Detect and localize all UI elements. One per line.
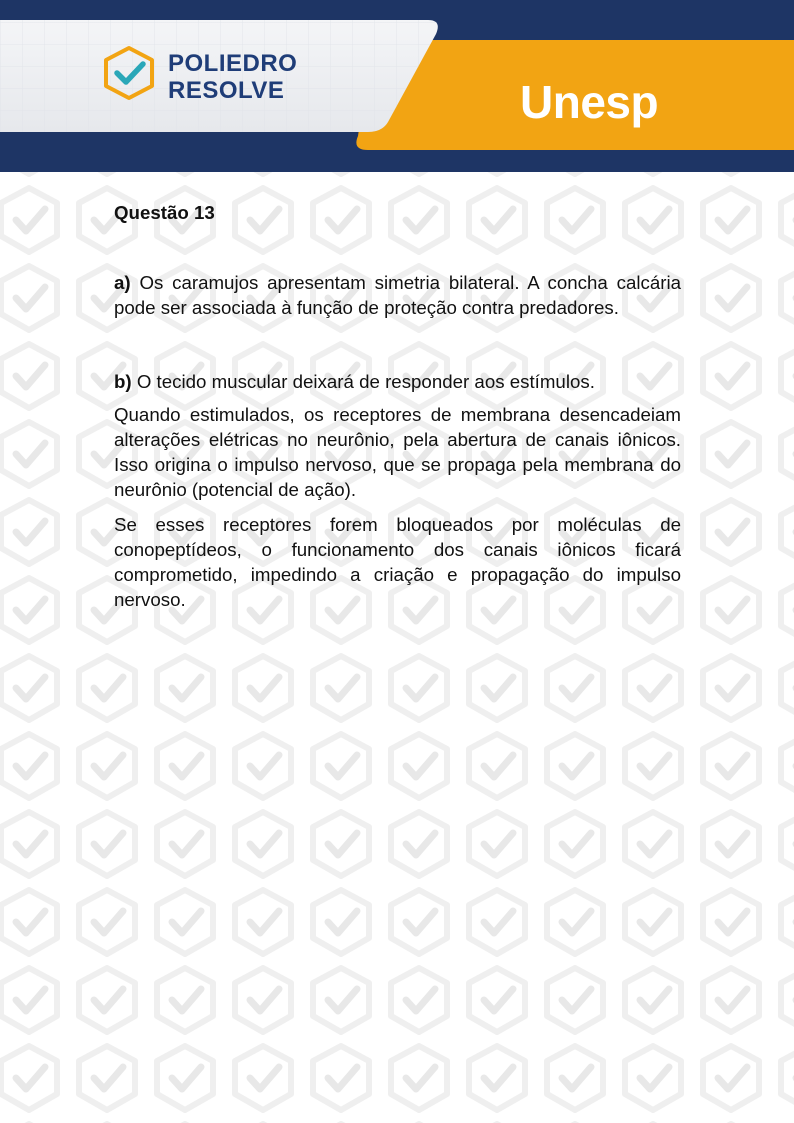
brand-line-1: POLIEDRO <box>168 50 298 77</box>
part-b-paragraph-2: Quando estimulados, os receptores de membrana desencadeiam alterações elétricas no neurônio, pela abertura de canais iônicos. Isso origina o impulso nervoso, que se propaga pela membrana do neurônio (potencial de ação). <box>114 404 681 500</box>
part-a-text: Os caramujos apresentam simetria bilateral. A concha calcária pode ser associada à função de proteção contra predadores. <box>114 272 681 318</box>
part-a-letter: a) <box>114 272 131 293</box>
answer-part-a <box>114 270 681 320</box>
answer-part-b <box>114 369 681 394</box>
part-b-paragraph-3: Se esses receptores forem bloqueados por moléculas de conopeptídeos, o funcionamento dos canais iônicos ficará comprometido, impedindo a criação e propagação do impulso nervoso. <box>114 514 681 610</box>
brand-line-2: RESOLVE <box>168 77 285 104</box>
part-b-letter: b) <box>114 371 132 392</box>
exam-title: Unesp <box>520 76 659 128</box>
part-b-text: O tecido muscular deixará de responder aos estímulos. <box>131 371 595 392</box>
question-title: Questão 13 <box>114 202 215 223</box>
check-hexagon-icon <box>100 44 158 102</box>
brand-name <box>168 50 297 104</box>
question-content <box>114 200 681 612</box>
